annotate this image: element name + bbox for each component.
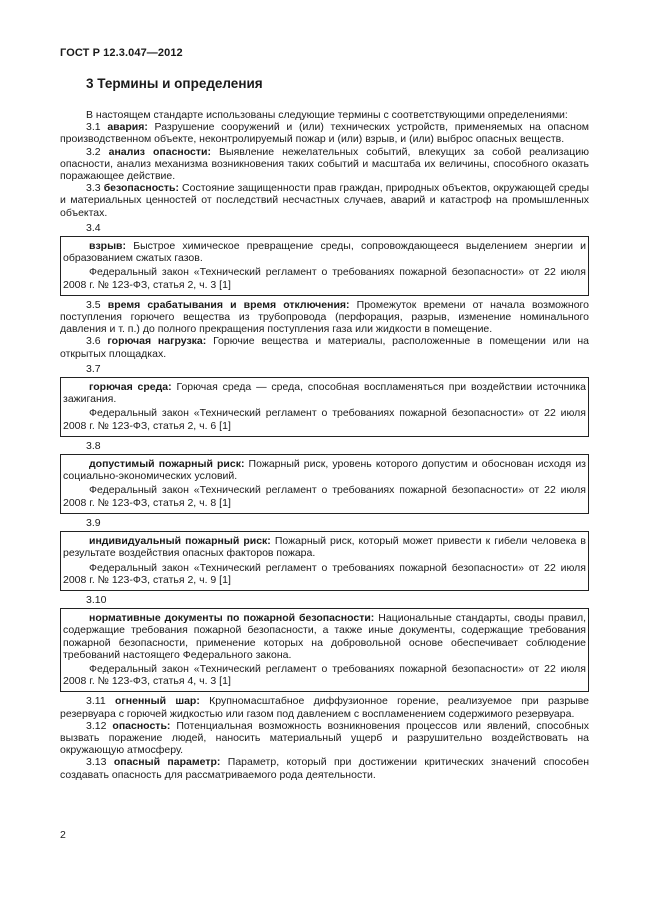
section-title: 3 Термины и определения: [86, 76, 263, 91]
term-definition: Горючие вещества и материалы, расположенные в помещении или на открытых площадках.: [60, 335, 589, 360]
term-number: 3.3: [86, 182, 101, 195]
term-definition: Параметр, который при достижении критических значений способен создавать опасность для рассматриваемого рода деятельности.: [60, 756, 589, 781]
term-3-3: [60, 182, 589, 219]
quoted-term-box-3-4: [60, 236, 589, 296]
quoted-term-box-3-7: [60, 377, 589, 437]
term-number: 3.12: [86, 719, 107, 732]
term-number: 3.7: [86, 362, 101, 375]
term-number: 3.10: [86, 593, 107, 606]
term-definition: Горючая среда — среда, способная воспламеняться при воздействии источника зажигания.: [63, 381, 586, 406]
term-name: анализ опасности:: [108, 145, 211, 158]
intro-paragraph: В настоящем стандарте использованы следующие термины с соответствующими определениями:: [86, 109, 568, 121]
term-number: 3.6: [86, 335, 101, 348]
term-source: Федеральный закон «Технический регламент о требованиях пожарной безопасности» от 22 июля 2008 г. № 123-ФЗ, статья 2, ч. 6 [1]: [63, 407, 586, 432]
term-source: Федеральный закон «Технический регламент о требованиях пожарной безопасности» от 22 июля 2008 г. № 123-ФЗ, статья 2, ч. 9 [1]: [63, 561, 586, 586]
term-name: авария:: [107, 121, 148, 134]
term-name: огненный шар:: [114, 695, 200, 708]
term-definition: Пожарный риск, уровень которого допустим и обоснован исходя из социально-экономических условий.: [63, 458, 586, 483]
term-source: Федеральный закон «Технический регламент о требованиях пожарной безопасности» от 22 июля 2008 г. № 123-ФЗ, статья 2, ч. 3 [1]: [63, 266, 586, 291]
term-3-12: [60, 720, 589, 757]
term-name: опасность:: [112, 719, 171, 732]
term-definition: Состояние защищенности прав граждан, природных объектов, окружающей среды и материальных ценностей от последствий несчастных случаев, аварий и катастроф на промышленных объектах.: [60, 182, 590, 219]
term-3-11: [60, 695, 589, 719]
term-3-5: [60, 299, 589, 336]
term-name: взрыв:: [89, 240, 127, 253]
term-3-2: [60, 146, 589, 183]
term-definition: Крупномасштабное диффузионное горение, реализуемое при разрыве резервуара с горючей жидкостью или газом под давлением с воспламенением содержимого резервуара.: [60, 695, 590, 720]
term-name: индивидуальный пожарный риск:: [89, 535, 271, 548]
document-header: ГОСТ Р 12.3.047—2012: [60, 47, 183, 59]
term-name: нормативные документы по пожарной безопасности:: [89, 612, 375, 625]
quoted-term-box-3-10: [60, 608, 589, 692]
term-definition: Национальные стандарты, своды правил, содержащие требования пожарной безопасности, а также иные документы, содержащие требования пожарной безопасности, применение которых на добровольной основе обеспечивает соблюдение требований настоящего Федерального закона.: [63, 612, 586, 661]
term-definition: Промежуток времени от начала возможного поступления горючего вещества из трубопровода (перфорация, разрыв, изменение номинального давления и т. п.) до полного прекращения поступления газа или жидкости в помещение.: [60, 298, 589, 336]
term-number: 3.1: [86, 121, 101, 134]
term-3-1: [60, 121, 589, 145]
term-name: безопасность:: [103, 182, 179, 195]
page-number: 2: [60, 829, 66, 841]
term-definition: Пожарный риск, который может привести к гибели человека в результате воздействия опасных факторов пожара.: [63, 535, 586, 560]
term-name: опасный параметр:: [113, 756, 221, 769]
term-number: 3.2: [86, 145, 101, 158]
quoted-term-box-3-8: [60, 454, 589, 514]
document-body: [60, 109, 589, 781]
term-definition: Выявление нежелательных событий, влекущих за собой реализацию опасности, анализ механизма возникновения таких событий и масштаба их величины, способного оказать поражающее действие.: [60, 145, 590, 183]
term-number: 3.11: [86, 695, 106, 708]
term-3-13: [60, 756, 589, 780]
term-number: 3.8: [86, 439, 101, 452]
term-definition: Быстрое химическое превращение среды, сопровождающееся выделением энергии и образованием сжатых газов.: [63, 240, 586, 265]
term-number: 3.9: [86, 516, 101, 529]
term-name: время срабатывания и время отключения:: [107, 298, 350, 311]
term-source: Федеральный закон «Технический регламент о требованиях пожарной безопасности» от 22 июля 2008 г. № 123-ФЗ, статья 2, ч. 8 [1]: [63, 484, 586, 509]
term-name: горючая нагрузка:: [107, 335, 207, 348]
term-number: 3.13: [86, 756, 107, 769]
term-number: 3.4: [86, 221, 101, 234]
term-source: Федеральный закон «Технический регламент о требованиях пожарной безопасности» от 22 июля 2008 г. № 123-ФЗ, статья 4, ч. 3 [1]: [63, 662, 586, 688]
term-3-6: [60, 335, 589, 359]
term-name: допустимый пожарный риск:: [89, 458, 245, 471]
term-definition: Разрушение сооружений и (или) технических устройств, применяемых на опасном производственном объекте, неконтролируемый пожар и (или) взрыв, и (или) выброс опасных веществ.: [60, 121, 590, 146]
term-definition: Потенциальная возможность возникновения процессов или явлений, способных вызвать поражение людей, наносить материальный ущерб и разрушительно воздействовать на окружающую атмосферу.: [60, 719, 589, 757]
quoted-term-box-3-9: [60, 531, 589, 591]
term-name: горючая среда:: [89, 381, 172, 394]
term-number: 3.5: [86, 298, 101, 311]
